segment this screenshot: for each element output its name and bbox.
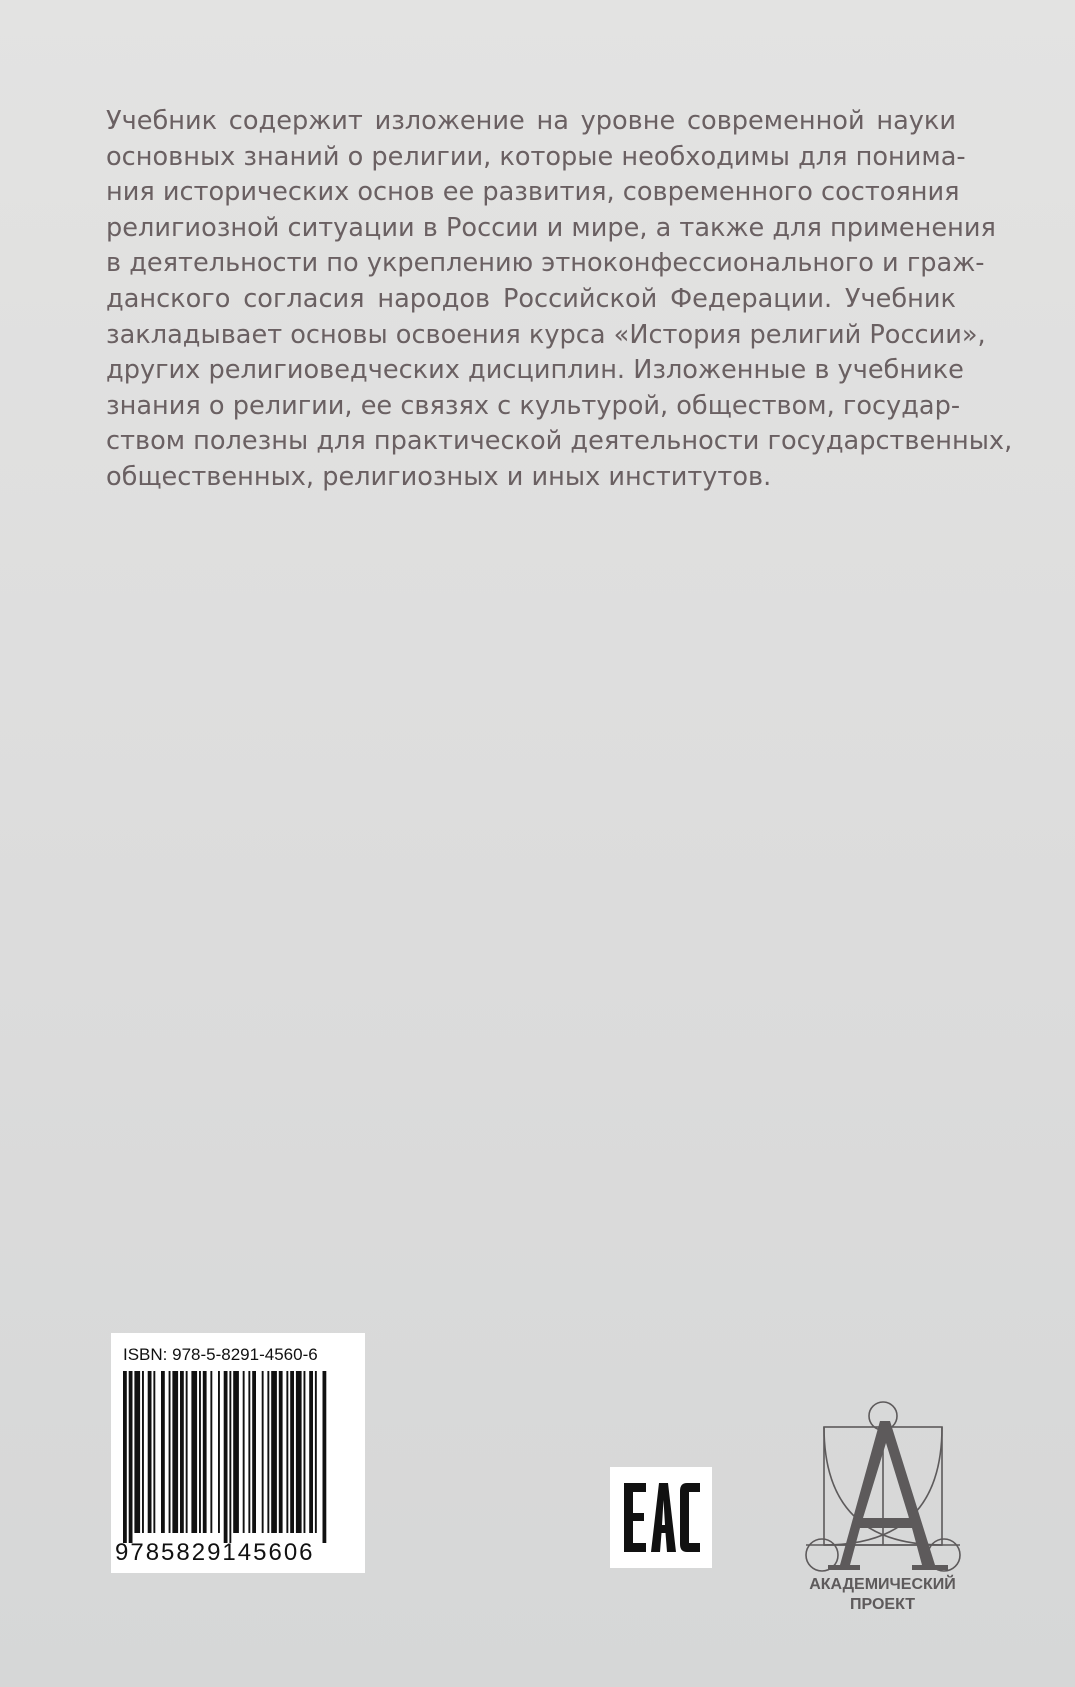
barcode-bar — [153, 1371, 155, 1533]
barcode-bar — [271, 1371, 277, 1533]
barcode-bar — [210, 1371, 212, 1533]
barcode-bar — [129, 1371, 133, 1543]
annotation-line: общественных, религиозных и иных институтов. — [106, 461, 772, 492]
barcode-bar — [186, 1371, 188, 1533]
barcode-bar — [161, 1371, 165, 1533]
barcode-bar — [290, 1371, 294, 1533]
publisher-name-line: АКАДЕМИЧЕСКИЙ — [809, 1576, 956, 1593]
annotation-line: религиозной ситуации в России и мире, а также для применения — [106, 212, 996, 243]
barcode-bar — [279, 1371, 283, 1533]
annotation-line: ния исторических основ ее развития, современного состояния — [106, 177, 960, 208]
barcode-bar — [309, 1371, 313, 1533]
barcode-bar — [172, 1371, 178, 1533]
barcode-bar — [229, 1371, 231, 1543]
barcode-bar — [233, 1371, 239, 1533]
barcode-bar — [123, 1371, 127, 1543]
annotation-line: закладывает основы освоения курса «История религий России», — [106, 319, 986, 350]
barcode-bar — [304, 1371, 306, 1533]
eac-icon — [610, 1467, 712, 1568]
barcode-digits: 9785829145606 — [115, 1539, 315, 1566]
barcode-bar — [169, 1371, 171, 1533]
barcode-bar — [148, 1371, 152, 1533]
barcode-bar — [323, 1371, 327, 1543]
barcode-bar — [224, 1371, 228, 1543]
barcode-bar — [218, 1371, 220, 1533]
annotation-line: в деятельности по укреплению этноконфессионального и граж- — [106, 248, 985, 279]
publisher-name-line: ПРОЕКТ — [849, 1596, 915, 1613]
annotation-line: ством полезны для практической деятельности государственных, — [106, 426, 1013, 457]
annotation-line: основных знаний о религии, которые необходимы для понима- — [106, 141, 966, 172]
publisher-name — [780, 1575, 985, 1615]
barcode-bar — [243, 1371, 245, 1533]
publisher-logo-icon — [800, 1395, 965, 1590]
barcode-bar — [199, 1371, 201, 1533]
barcode-bar — [191, 1371, 197, 1533]
annotation-line: знания о религии, ее связях с культурой, обществом, государ- — [106, 390, 961, 421]
barcode-bar — [252, 1371, 256, 1533]
barcode-bar — [267, 1371, 269, 1533]
annotation-line: других религиоведческих дисциплин. Изложенные в учебнике — [106, 355, 964, 386]
barcode-bar — [296, 1371, 302, 1533]
annotation-text — [106, 104, 1013, 496]
barcode-bar — [286, 1371, 288, 1533]
barcode-bar — [315, 1371, 317, 1533]
barcode-bar — [142, 1371, 144, 1533]
annotation-line: данского согласия народов Российской Федерации. Учебник — [106, 283, 956, 314]
barcode-bar — [180, 1371, 184, 1533]
barcode-bar — [203, 1371, 207, 1533]
isbn-barcode — [111, 1333, 365, 1573]
barcode-bar — [248, 1371, 250, 1533]
eac-mark — [610, 1467, 712, 1568]
barcode-bar — [134, 1371, 140, 1533]
barcode-bars — [121, 1371, 355, 1543]
annotation-line: Учебник содержит изложение на уровне современной науки — [106, 106, 956, 136]
isbn-label: ISBN: 978-5-8291-4560-6 — [123, 1345, 318, 1364]
barcode-bar — [262, 1371, 264, 1533]
